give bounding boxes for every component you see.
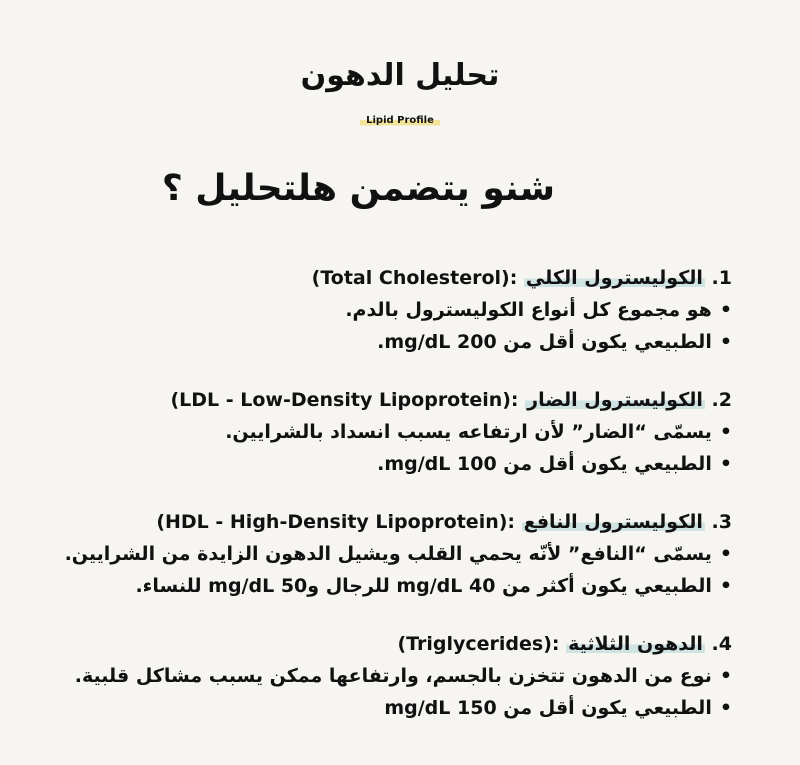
question-heading: شنو يتضمن هلتحليل ؟ <box>161 168 555 209</box>
bullet-icon: • <box>719 421 732 443</box>
bullet-icon: • <box>719 331 732 353</box>
section-ldl <box>32 384 732 480</box>
section-number: 2. <box>711 389 732 411</box>
bullet-text: الطبيعي يكون أقل من 200 mg/dL. <box>377 331 712 353</box>
section-heading <box>32 262 732 294</box>
bullet-line <box>32 294 732 326</box>
section-name: الكوليسترول الضار <box>527 389 703 411</box>
section-hdl <box>32 506 732 602</box>
section-heading <box>32 384 732 416</box>
bullet-line <box>32 326 732 358</box>
section-english: (Triglycerides): <box>397 633 560 655</box>
bullet-icon: • <box>719 453 732 475</box>
bullet-text: نوع من الدهون تتخزن بالجسم، وارتفاعها ممكن يسبب مشاكل قلبية. <box>74 665 712 687</box>
section-number: 4. <box>711 633 732 655</box>
section-number: 3. <box>711 511 732 533</box>
bullet-text: الطبيعي يكون أقل من 100 mg/dL. <box>377 453 712 475</box>
section-name: الكوليسترول النافع <box>523 511 703 533</box>
sections-list <box>32 262 732 750</box>
bullet-text: يسمّى “النافع” لأنّه يحمي القلب ويشيل الدهون الزايدة من الشرايين. <box>64 543 712 565</box>
section-triglycerides <box>32 628 732 724</box>
bullet-line <box>32 692 732 724</box>
bullet-icon: • <box>719 299 732 321</box>
bullet-line <box>32 570 732 602</box>
section-heading <box>32 628 732 660</box>
bullet-line <box>32 416 732 448</box>
bullet-icon: • <box>719 697 732 719</box>
page-title: تحليل الدهون <box>300 58 500 93</box>
bullet-icon: • <box>719 575 732 597</box>
section-total-cholesterol <box>32 262 732 358</box>
section-number: 1. <box>711 267 732 289</box>
bullet-text: هو مجموع كل أنواع الكوليسترول بالدم. <box>345 299 712 321</box>
bullet-icon: • <box>719 543 732 565</box>
page-subtitle: Lipid Profile <box>360 114 440 127</box>
bullet-icon: • <box>719 665 732 687</box>
section-name: الكوليسترول الكلي <box>525 267 703 289</box>
bullet-text: الطبيعي يكون أكثر من 40 mg/dL للرجال و50 mg/dL للنساء. <box>135 575 712 597</box>
subtitle-container <box>0 108 800 127</box>
section-english: (HDL - High-Density Lipoprotein): <box>156 511 516 533</box>
section-english: (Total Cholesterol): <box>311 267 518 289</box>
bullet-line <box>32 660 732 692</box>
bullet-line <box>32 538 732 570</box>
bullet-text: يسمّى “الضار” لأن ارتفاعه يسبب انسداد بالشرايين. <box>225 421 712 443</box>
section-english: (LDL - Low-Density Lipoprotein): <box>170 389 519 411</box>
section-name: الدهون الثلاثية <box>568 633 703 655</box>
section-heading <box>32 506 732 538</box>
bullet-text: الطبيعي يكون أقل من 150 mg/dL <box>384 697 712 719</box>
bullet-line <box>32 448 732 480</box>
